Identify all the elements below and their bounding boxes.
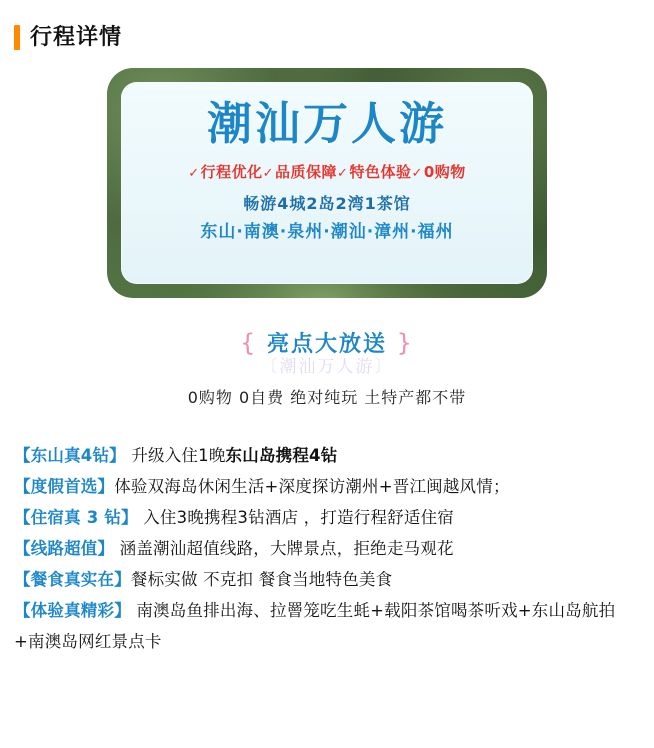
list-item-emphasis: 东山岛携程4钻 [225,446,338,465]
poster-background [107,68,547,298]
highlight-label: 亮点大放送 [266,332,387,357]
watermark-text: 〔潮汕万人游〕 [260,357,394,377]
section-header [0,0,654,50]
poster-feature-2: 特色体验 [349,163,412,181]
poster-subtitle-primary: 畅游4城2岛2湾1茶馆 [243,194,411,213]
list-item-text: 涵盖潮汕超值线路，大牌景点，拒绝走马观花 [114,539,454,558]
list-item-tag: 【东山真4钻】 [14,446,126,465]
list-item [14,533,642,564]
check-icon: ✓ [411,166,423,181]
list-item-tag: 【体验真精彩】 [14,601,131,620]
right-brace-icon: } [396,329,414,357]
highlight-banner [0,328,654,360]
list-item-text: 体验双海岛休闲生活+深度探访潮州+晋江闽越风情； [114,477,510,496]
check-icon: ✓ [262,166,275,181]
list-item [14,471,642,502]
poster-feature-list [188,162,466,184]
poster-feature-1: 品质保障 [275,163,338,181]
list-item-text: 升级入住1晚 [125,446,226,465]
list-item-tag: 【餐食真实在】 [14,570,131,589]
accent-bar-icon [14,25,20,50]
check-icon: ✓ [188,166,200,181]
list-item [14,440,642,471]
list-item [14,502,642,533]
poster-feature-3: 0购物 [423,163,466,181]
list-item [14,564,642,595]
list-item-tag: 【住宿真 3 钻】 [14,508,138,527]
list-item-tag: 【线路超值】 [14,539,115,558]
list-item [14,595,642,657]
promo-poster [107,68,547,298]
tagline-text: 0购物 0自费 绝对纯玩 土特产都不带 [187,388,467,407]
poster-card [121,82,533,284]
left-brace-icon: { [240,329,258,357]
poster-subtitle-cities: 东山·南澳·泉州·潮汕·漳州·福州 [200,222,454,242]
list-item-text: 南澳岛鱼排出海、拉罾笼吃生蚝+载阳茶馆喝茶听戏+东山岛航拍+南澳岛网红景点卡 [14,601,616,651]
highlight-list [0,440,654,657]
list-item-text: 餐标实做 不克扣 餐食当地特色美食 [130,570,393,589]
page-title: 行程详情 [30,24,123,50]
list-item-text: 入住3晚携程3钻酒店 ，打造行程舒适住宿 [137,508,454,527]
poster-feature-0: 行程优化 [200,163,263,181]
list-item-tag: 【度假首选】 [14,477,115,496]
poster-title: 潮汕万人游 [206,97,447,150]
check-icon: ✓ [337,166,349,181]
